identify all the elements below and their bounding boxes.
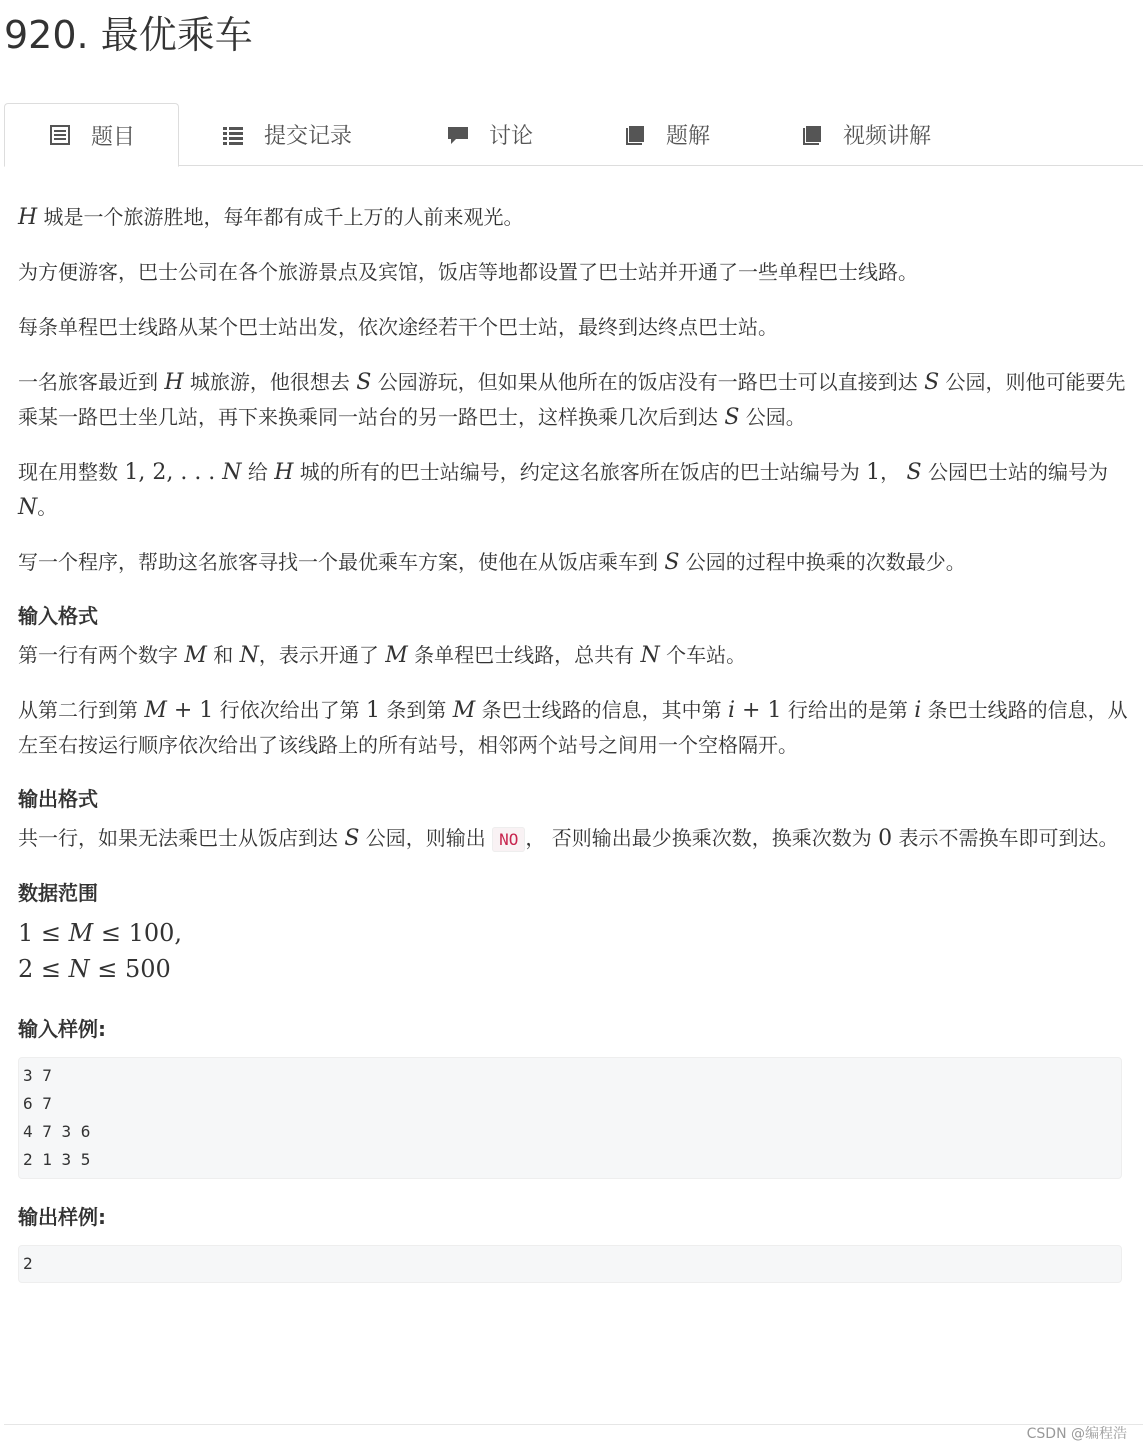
- section-heading-input: 输入格式: [18, 604, 98, 628]
- math-var: S: [724, 405, 740, 430]
- input-format-paragraph: [18, 693, 1128, 763]
- text: 公园，则输出: [359, 826, 493, 850]
- math-number: 1: [366, 698, 381, 723]
- text: 个车站。: [659, 643, 747, 667]
- description-paragraph: [18, 200, 1128, 235]
- math-var: M: [385, 643, 408, 668]
- tab-label: 提交记录: [264, 124, 353, 149]
- footer-divider: [4, 1424, 1143, 1425]
- tab-video[interactable]: [801, 103, 931, 166]
- math-var: M: [68, 919, 94, 947]
- math-var: i: [728, 698, 736, 723]
- code-line: 6 7: [23, 1094, 52, 1113]
- description-paragraph: [18, 365, 1128, 435]
- list-icon: [222, 124, 244, 146]
- text: 公园游玩，但如果从他所在的饭店没有一路巴士可以直接到达: [371, 370, 925, 394]
- output-format-paragraph: [18, 821, 1128, 857]
- text: ≤ 500: [89, 955, 171, 983]
- text: 公园巴士站的编号为: [921, 460, 1115, 484]
- text: 。: [37, 495, 58, 519]
- text: 条巴士线路的信息，其中第: [475, 698, 728, 722]
- tab-submissions[interactable]: [222, 103, 352, 166]
- math-var: S: [906, 460, 922, 485]
- section-heading-sample-input: 输入样例:: [18, 1017, 106, 1041]
- tab-problem[interactable]: [4, 103, 179, 167]
- description-paragraph: [18, 455, 1128, 525]
- text: 公园，则他可能要先乘某一路巴士坐几站，再下来换乘同一站台的另一路巴士，这样换乘几次后到达: [18, 370, 1126, 429]
- range-line: [18, 915, 1128, 951]
- book-icon: [624, 124, 646, 146]
- math-number: 1, 2, . . .: [124, 460, 223, 485]
- sample-input-block: [18, 1057, 1122, 1179]
- inline-code: NO: [492, 827, 525, 852]
- text: 条单程巴士线路，总共有: [407, 643, 641, 667]
- text: 写一个程序，帮助这名旅客寻找一个最优乘车方案，使他在从饭店乘车到: [18, 550, 665, 574]
- text: 条到第: [380, 698, 453, 722]
- math-var: N: [18, 495, 38, 520]
- watermark: CSDN @编程浩: [1026, 1426, 1127, 1442]
- tab-discussion[interactable]: [447, 103, 533, 166]
- math-var: N: [222, 460, 242, 485]
- math-number: + 1: [735, 698, 782, 723]
- text: 公园的过程中换乘的次数最少。: [679, 550, 966, 574]
- range-line: [18, 951, 1128, 987]
- math-var: H: [274, 460, 294, 485]
- math-var: N: [239, 643, 259, 668]
- math-var: i: [914, 698, 922, 723]
- tab-label: 题目: [91, 124, 136, 150]
- math-var: H: [164, 370, 184, 395]
- section-heading-output: 输出格式: [18, 787, 98, 811]
- section-heading-range: 数据范围: [18, 881, 98, 905]
- math-var: N: [640, 643, 660, 668]
- math-var: S: [356, 370, 372, 395]
- problem-content: [18, 200, 1128, 1305]
- text: ，表示开通了: [258, 643, 386, 667]
- code-line: 3 7: [23, 1066, 52, 1085]
- math-var: M: [144, 698, 167, 723]
- data-range-block: [18, 915, 1128, 987]
- page-title: 920. 最优乘车: [4, 13, 253, 57]
- math-var: H: [18, 205, 38, 230]
- text: ，: [880, 460, 907, 484]
- description-paragraph: 每条单程巴士线路从某个巴士站出发，依次途经若干个巴士站，最终到达终点巴士站。: [18, 315, 778, 339]
- description-paragraph: 为方便游客，巴士公司在各个旅游景点及宾馆，饭店等地都设置了巴士站并开通了一些单程巴士线路。: [18, 260, 918, 284]
- sample-output-block: [18, 1245, 1122, 1283]
- text: 第一行有两个数字: [18, 643, 185, 667]
- math-number: + 1: [166, 698, 214, 723]
- description-paragraph: [18, 545, 1128, 580]
- tab-label: 视频讲解: [843, 124, 932, 149]
- math-var: S: [664, 550, 680, 575]
- tab-label: 讨论: [489, 124, 534, 149]
- math-number: 0: [878, 826, 893, 851]
- text: 城的所有的巴士站编号，约定这名旅客所在饭店的巴士站编号为: [293, 460, 867, 484]
- math-number: 1: [866, 460, 881, 485]
- text: 共一行，如果无法乘巴士从饭店到达: [18, 826, 345, 850]
- text: 2 ≤: [18, 955, 69, 983]
- code-line: 4 7 3 6: [23, 1122, 91, 1141]
- math-var: S: [924, 370, 940, 395]
- code-line: 2: [23, 1254, 33, 1273]
- text: 城旅游，他很想去: [183, 370, 357, 394]
- math-var: S: [344, 826, 360, 851]
- book-icon: [801, 124, 823, 146]
- text: 行依次给出了第: [213, 698, 367, 722]
- input-format-paragraph: [18, 638, 1128, 673]
- text: 现在用整数: [18, 460, 125, 484]
- text: ≤ 100,: [93, 919, 183, 947]
- text: 给: [241, 460, 275, 484]
- math-var: N: [68, 955, 90, 983]
- text: 条巴士线路的信息，从左至右按运行顺序依次给出了该线路上的所有站号，相邻两个站号之间用一个空格隔开。: [18, 698, 1128, 757]
- document-icon: [49, 124, 71, 146]
- text: 公园。: [739, 405, 806, 429]
- tab-label: 题解: [666, 124, 711, 149]
- text: 城是一个旅游胜地，每年都有成千上万的人前来观光。: [37, 205, 524, 229]
- text: 表示不需换车即可到达。: [892, 826, 1119, 850]
- math-var: M: [452, 698, 476, 723]
- section-heading-sample-output: 输出样例:: [18, 1205, 106, 1229]
- text: ， 否则输出最少换乘次数，换乘次数为: [525, 826, 879, 850]
- text: 1 ≤: [18, 919, 69, 947]
- comment-icon: [447, 124, 469, 146]
- text: 一名旅客最近到: [18, 370, 165, 394]
- tab-bar: [4, 103, 1143, 166]
- tab-solutions[interactable]: [624, 103, 710, 166]
- code-line: 2 1 3 5: [23, 1150, 91, 1169]
- text: 行给出的是第: [781, 698, 915, 722]
- text: 从第二行到第: [18, 698, 145, 722]
- text: 和: [206, 643, 240, 667]
- math-var: M: [184, 643, 207, 668]
